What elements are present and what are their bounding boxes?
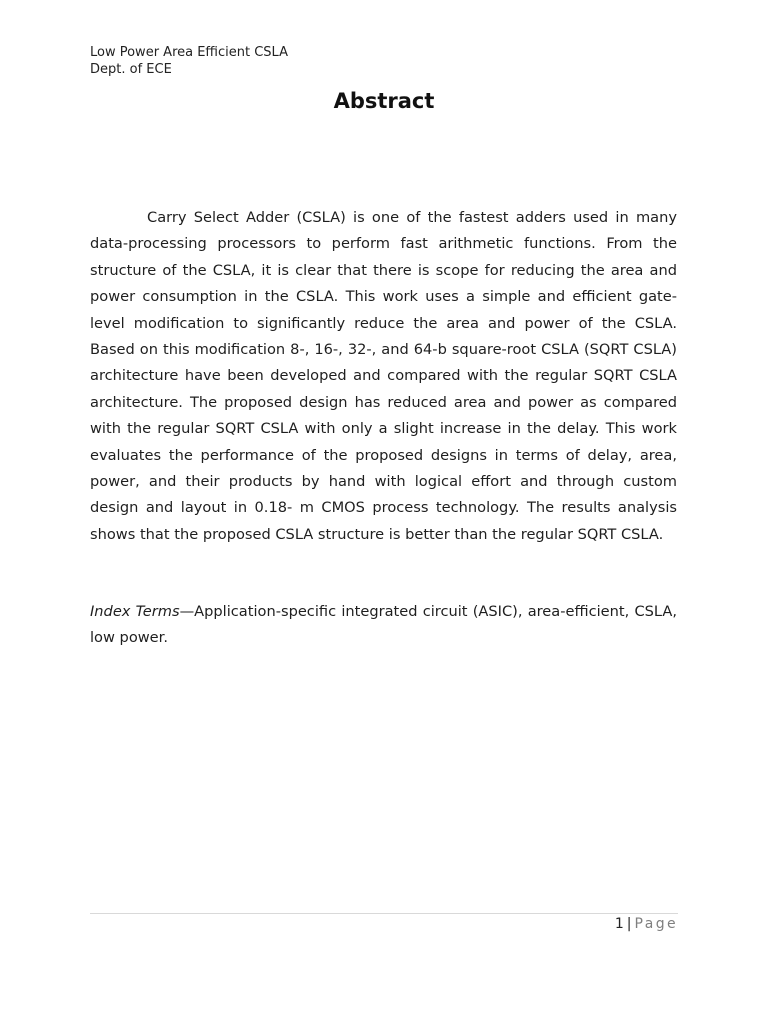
index-terms-text: Application-specific integrated circuit (ASIC), area-efficient, CSLA, low power.	[90, 603, 678, 647]
header-department: Dept. of ECE	[90, 62, 172, 77]
index-terms-dash: —	[179, 603, 195, 620]
index-terms-label: Index Terms	[90, 603, 180, 620]
page-label: Page	[634, 916, 678, 932]
header-title: Low Power Area Efficient CSLA	[90, 45, 288, 60]
page-footer	[615, 915, 678, 933]
page-title: Abstract	[333, 89, 435, 113]
running-header	[90, 44, 288, 78]
footer-separator: |	[626, 916, 632, 932]
footer-divider	[90, 913, 678, 914]
abstract-paragraph: Carry Select Adder (CSLA) is one of the fastest adders used in many data-processing processors to perform fast arithmetic functions. From the structure of the CSLA, it is clear that there is scope for reducing the area and power consumption in the CSLA. This work uses a simple and efficient gate-level modification to significantly reduce the area and power of the CSLA. Based on this modification 8-, 16-, 32-, and 64-b square-root CSLA (SQRT CSLA) architecture have been developed and compared with the regular SQRT CSLA architecture. The proposed design has reduced area and power as compared with the regular SQRT CSLA with only a slight increase in the delay. This work evaluates the performance of the proposed designs in terms of delay, area, power, and their products by hand with logical effort and through custom design and layout in 0.18- m CMOS process technology. The results analysis shows that the proposed CSLA structure is better than the regular SQRT CSLA.	[90, 209, 677, 543]
index-terms	[90, 599, 677, 652]
page-number: 1	[614, 916, 624, 932]
abstract-body	[90, 205, 677, 548]
